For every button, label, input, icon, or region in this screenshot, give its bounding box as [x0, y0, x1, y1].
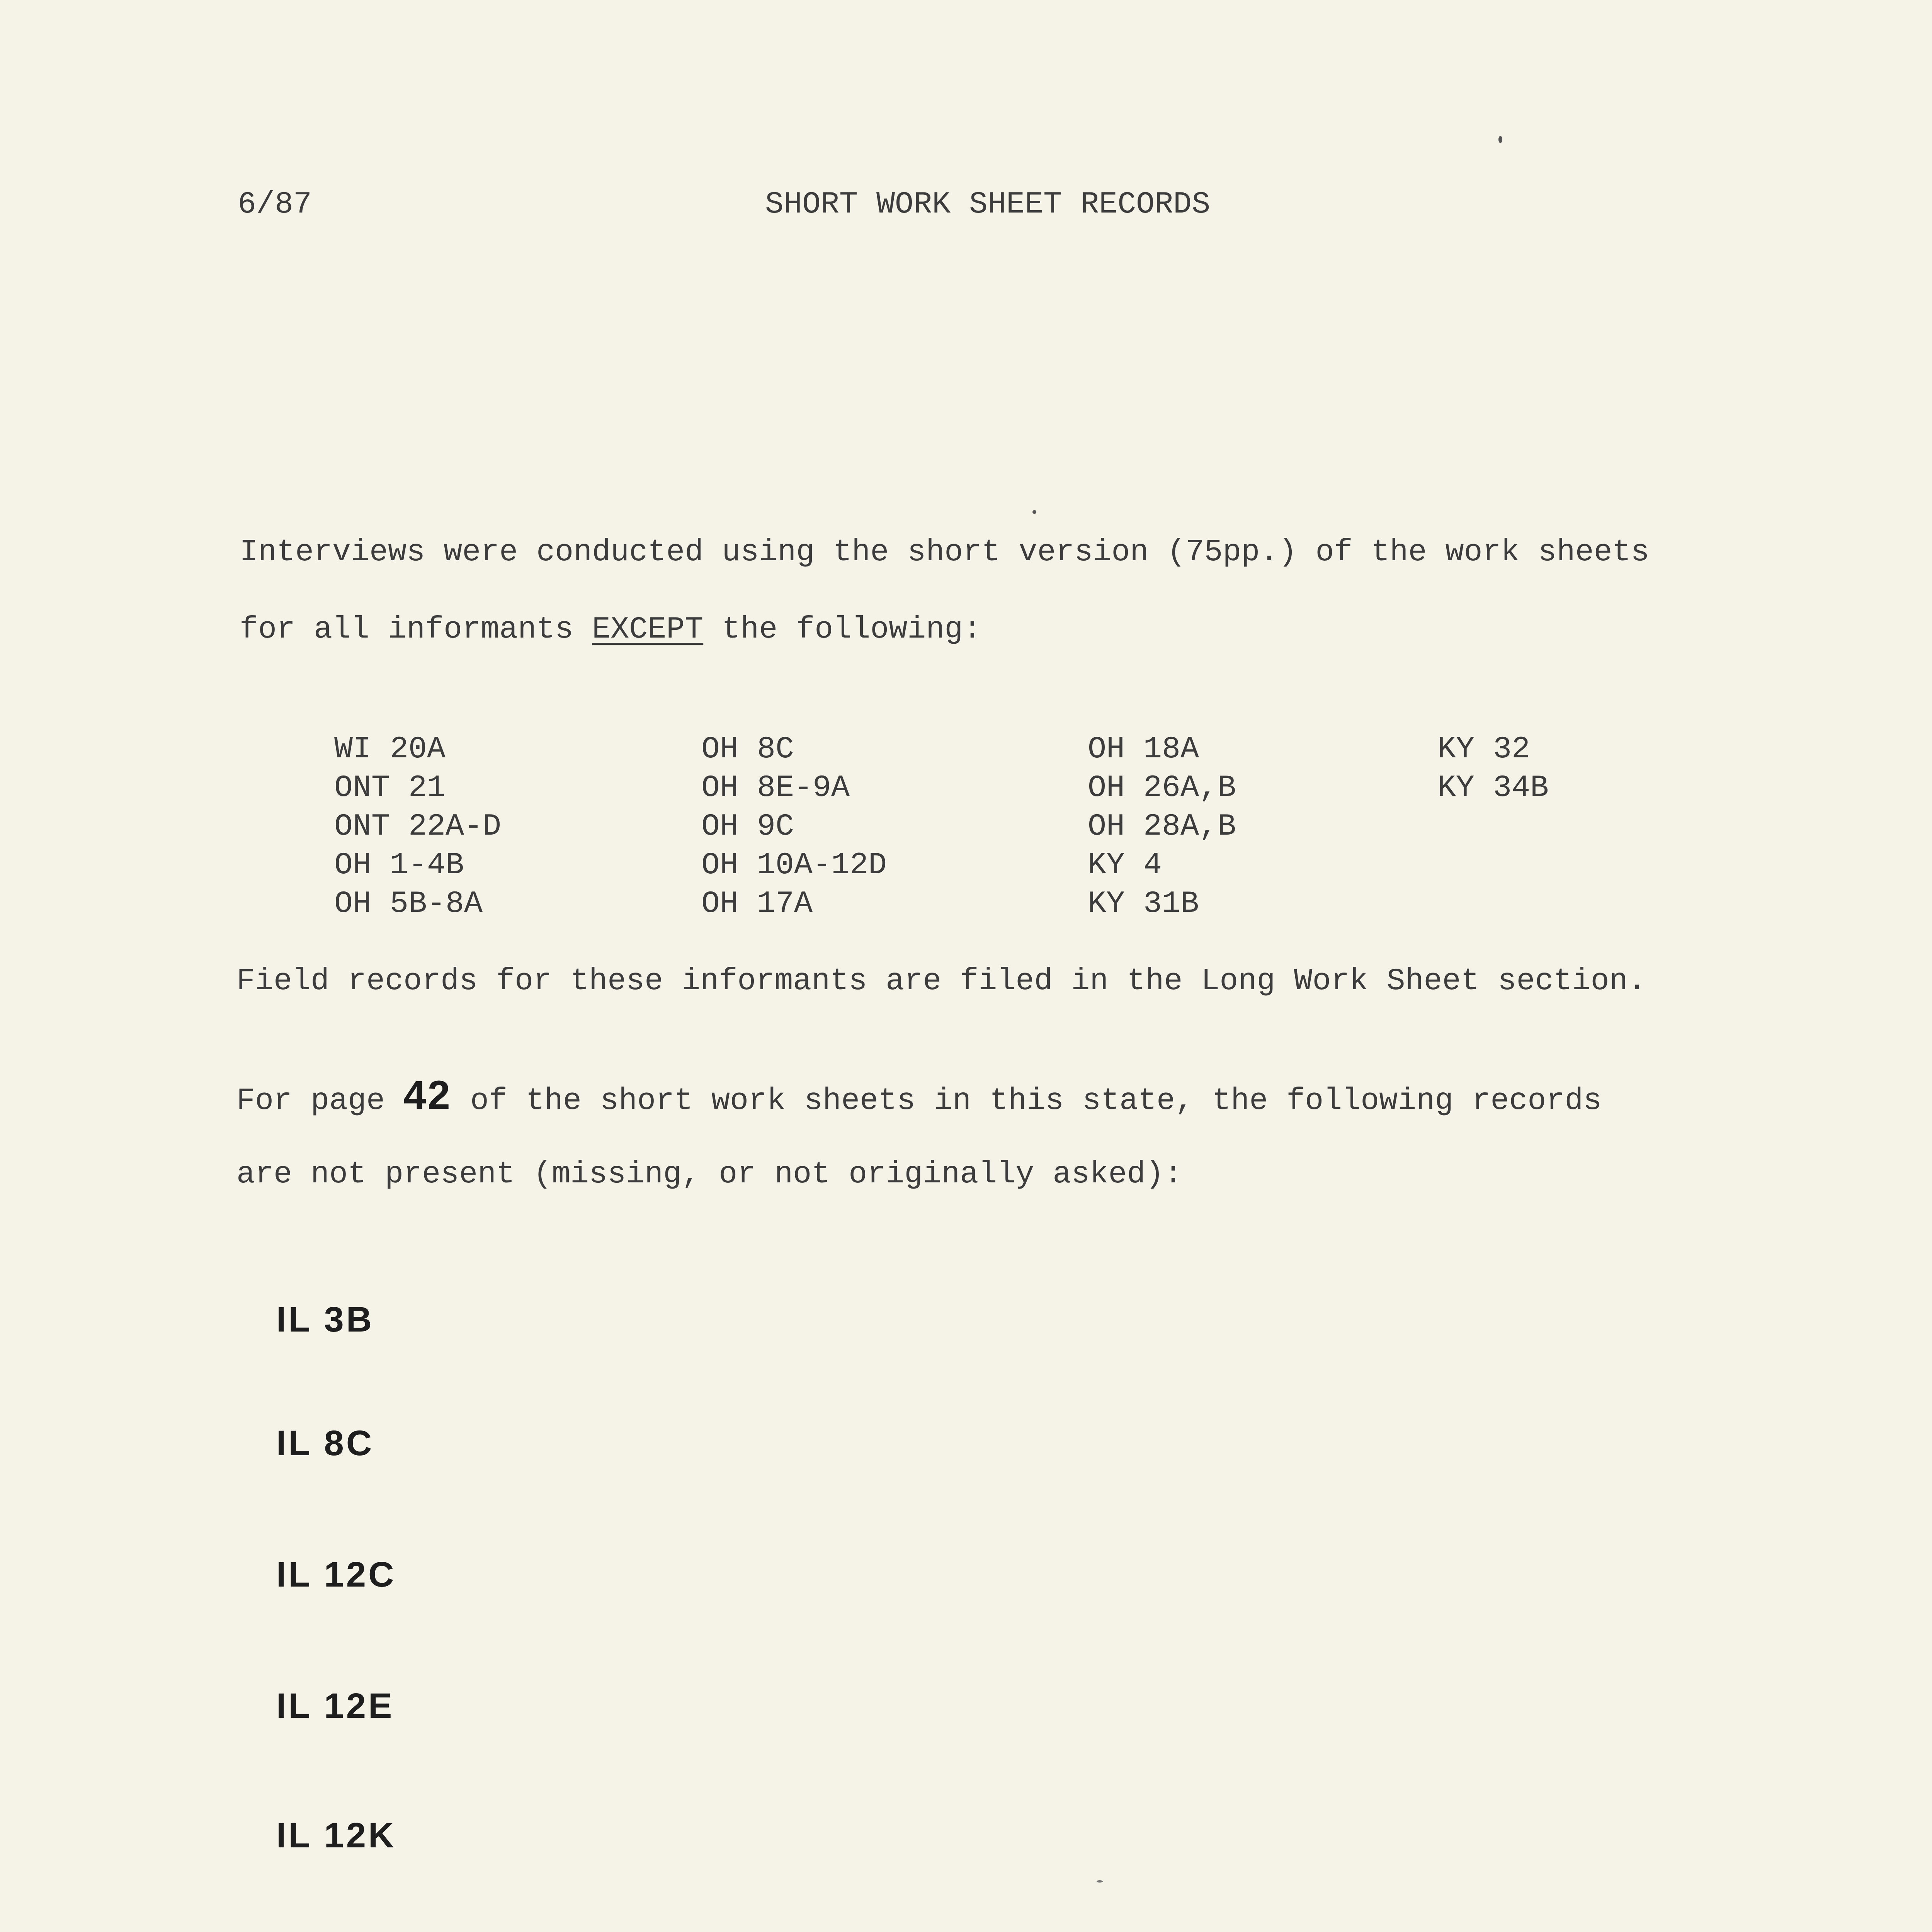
- exception-item: ONT 22A-D: [334, 809, 502, 844]
- exception-item: OH 9C: [701, 809, 794, 844]
- exception-item: OH 5B-8A: [334, 886, 483, 922]
- intro-line-2: [240, 611, 981, 649]
- field-records-note: Field records for these informants are filed in the Long Work Sheet section.: [236, 964, 1646, 999]
- missing-record-item: IL 12E: [276, 1686, 395, 1726]
- intro-line-1: Interviews were conducted using the short version (75pp.) of the work sheets: [240, 535, 1650, 570]
- exception-item: KY 34B: [1437, 770, 1549, 806]
- missing-record-item: IL 12K: [276, 1816, 396, 1855]
- exception-item: ONT 21: [334, 770, 446, 806]
- exceptions-column-3: [1088, 730, 1236, 923]
- except-emphasis: EXCEPT: [592, 612, 704, 647]
- exception-item: OH 18A: [1088, 732, 1199, 767]
- exception-item: OH 1-4B: [334, 848, 464, 883]
- exceptions-column-1: [334, 730, 501, 923]
- intro-text-before: for all informants: [240, 612, 592, 647]
- exception-item: OH 26A,B: [1088, 770, 1236, 806]
- page-note-line-1: [236, 1073, 1602, 1121]
- exceptions-column-2: [701, 730, 887, 923]
- exceptions-column-4: [1437, 730, 1549, 808]
- missing-record-item: IL 3B: [276, 1300, 374, 1339]
- missing-record-item: IL 8C: [276, 1423, 374, 1463]
- exception-item: OH 8C: [701, 732, 794, 767]
- missing-record-item: IL 12C: [276, 1555, 396, 1594]
- exception-item: OH 8E-9A: [701, 770, 850, 806]
- paper-speck: [1097, 1880, 1103, 1883]
- page-note-after: of the short work sheets in this state, the following records: [451, 1083, 1602, 1119]
- exception-item: OH 28A,B: [1088, 809, 1236, 844]
- paper-speck: [1498, 136, 1502, 143]
- page-note-before: For page: [236, 1083, 404, 1119]
- paper-speck: [1032, 510, 1036, 514]
- exception-item: WI 20A: [334, 732, 446, 767]
- exception-item: KY 31B: [1088, 886, 1199, 922]
- page-note-line-2: are not present (missing, or not originally asked):: [236, 1157, 1183, 1192]
- exception-item: OH 17A: [701, 886, 813, 922]
- exception-item: OH 10A-12D: [701, 848, 887, 883]
- exception-item: KY 32: [1437, 732, 1531, 767]
- document-title: SHORT WORK SHEET RECORDS: [765, 187, 1211, 222]
- intro-text-after: the following:: [703, 612, 982, 647]
- exception-item: KY 4: [1088, 848, 1162, 883]
- handwritten-page-number: 42: [403, 1073, 452, 1118]
- document-date: 6/87: [238, 187, 312, 222]
